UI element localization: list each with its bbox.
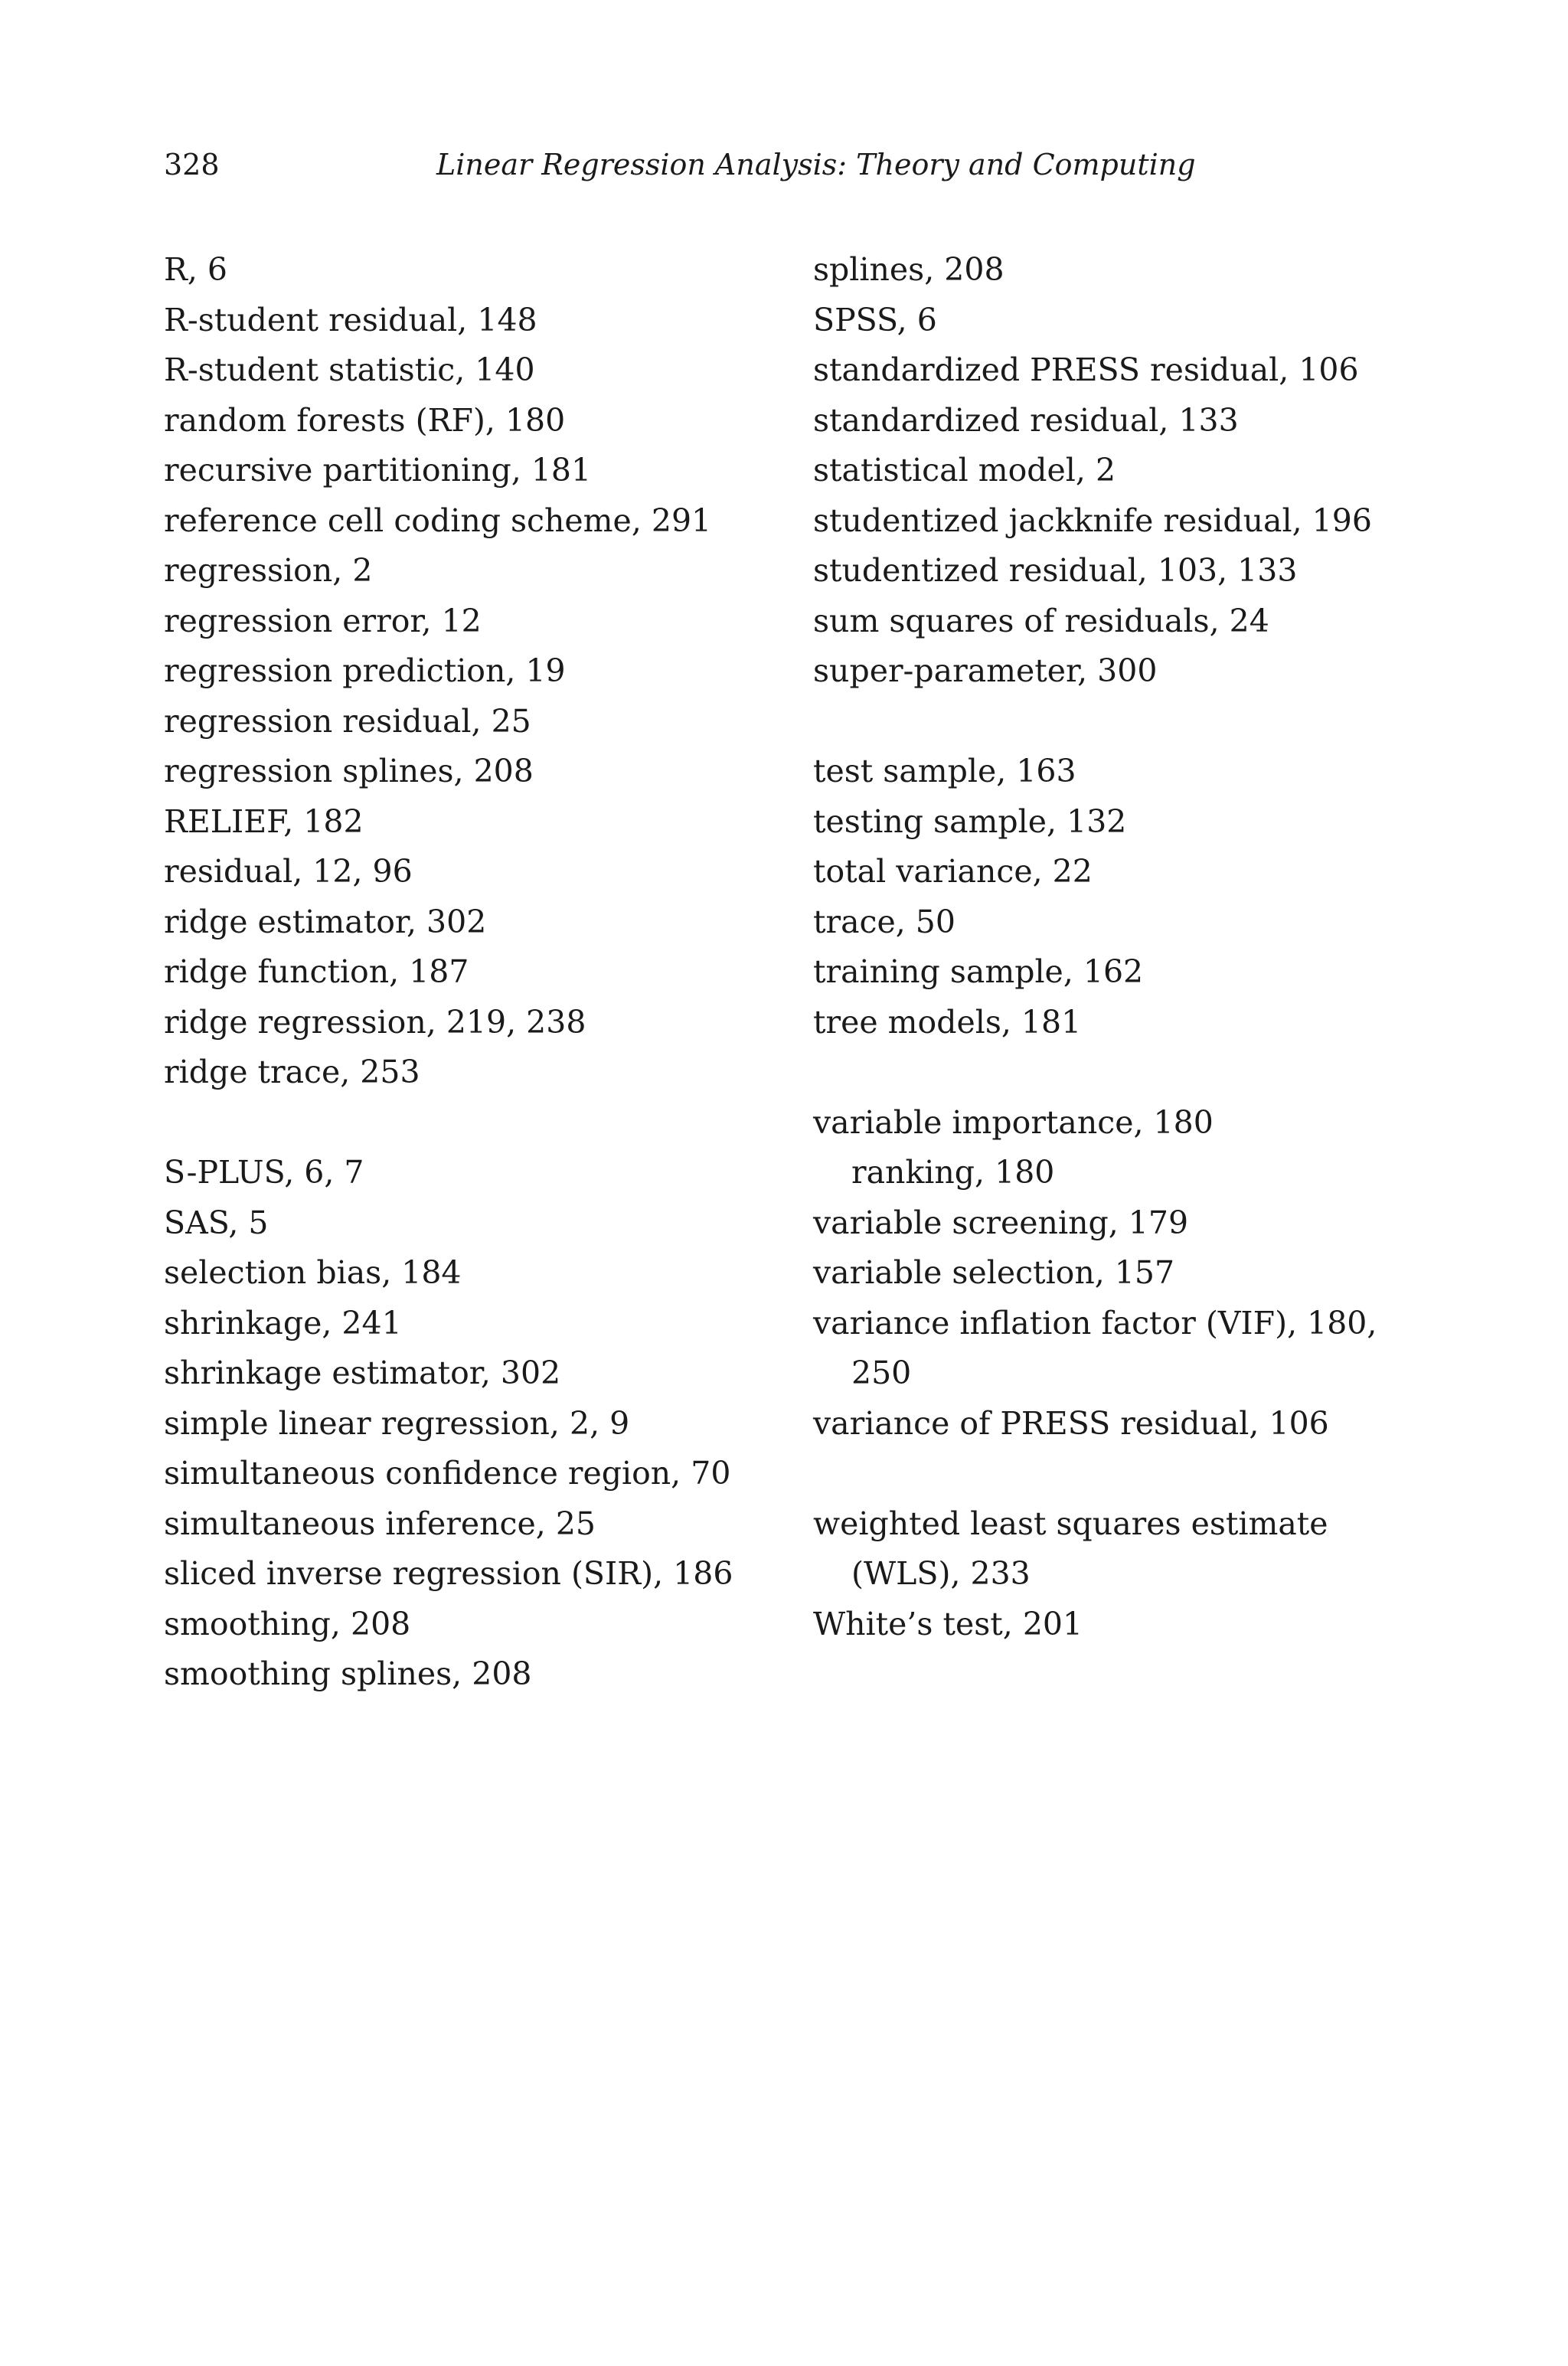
index-group-s	[164, 1148, 792, 1700]
index-entry: standardized residual, 133	[813, 401, 1239, 439]
index-entry: ridge regression, 219, 238	[164, 1003, 586, 1041]
index-entry: reference cell coding scheme, 291	[164, 502, 712, 539]
index-entry: total variance, 22	[813, 853, 1093, 890]
index-entry: studentized jackknife residual, 196	[813, 502, 1372, 539]
index-entry: shrinkage, 241	[164, 1304, 402, 1341]
index-entry: regression splines, 208	[164, 753, 534, 789]
index-entry: variable selection, 157	[813, 1254, 1175, 1291]
index-entry: super-parameter, 300	[813, 652, 1158, 689]
index-entry: smoothing, 208	[164, 1605, 411, 1642]
index-entry: variance inflation factor (VIF), 180,	[813, 1304, 1377, 1341]
index-entry: White’s test, 201	[813, 1605, 1083, 1642]
index-group-s-continued	[813, 245, 1410, 697]
index-entry: S-PLUS, 6, 7	[164, 1154, 364, 1191]
index-column-left	[164, 245, 792, 1750]
index-group-v	[813, 1098, 1410, 1449]
index-entry: R, 6	[164, 251, 228, 288]
index-entry: sum squares of residuals, 24	[813, 602, 1269, 639]
index-entry: variable screening, 179	[813, 1204, 1189, 1241]
index-entry: residual, 12, 96	[164, 853, 413, 890]
index-entry: shrinkage estimator, 302	[164, 1355, 561, 1391]
index-entry: training sample, 162	[813, 953, 1144, 990]
index-entry: regression error, 12	[164, 602, 482, 639]
index-entry: simultaneous inference, 25	[164, 1505, 596, 1542]
index-entry: variance of PRESS residual, 106	[813, 1404, 1329, 1442]
index-entry: R-student residual, 148	[164, 301, 537, 338]
index-entry: ridge trace, 253	[164, 1054, 420, 1090]
index-entry: regression, 2	[164, 552, 373, 589]
index-entry: standardized PRESS residual, 106	[813, 351, 1359, 388]
index-entry: studentized residual, 103, 133	[813, 552, 1298, 589]
index-entry: test sample, 163	[813, 753, 1076, 789]
index-entry: simple linear regression, 2, 9	[164, 1404, 630, 1442]
index-entry: tree models, 181	[813, 1003, 1082, 1041]
index-entry: testing sample, 132	[813, 802, 1127, 840]
index-column-right	[813, 245, 1410, 1700]
index-entry: R-student statistic, 140	[164, 351, 535, 388]
index-subentry: ranking, 180	[851, 1154, 1055, 1191]
index-entry-continuation: 250	[851, 1355, 912, 1391]
running-head	[164, 144, 1358, 185]
index-entry: variable importance, 180	[813, 1103, 1214, 1141]
running-title: Linear Regression Analysis: Theory and Computing	[436, 148, 1196, 181]
index-entry: sliced inverse regression (SIR), 186	[164, 1555, 733, 1592]
index-entry: ridge function, 187	[164, 953, 469, 990]
index-entry: weighted least squares estimate	[813, 1505, 1328, 1542]
index-entry: SAS, 5	[164, 1204, 269, 1241]
index-entry: smoothing splines, 208	[164, 1655, 532, 1692]
index-entry: simultaneous confidence region, 70	[164, 1455, 731, 1492]
index-entry-continuation: (WLS), 233	[851, 1555, 1031, 1592]
index-entry: regression residual, 25	[164, 702, 531, 740]
index-entry: statistical model, 2	[813, 452, 1116, 489]
index-entry: RELIEF, 182	[164, 802, 364, 840]
index-group-w	[813, 1499, 1410, 1650]
index-entry: ridge estimator, 302	[164, 903, 487, 940]
index-group-r	[164, 245, 792, 1098]
index-entry: recursive partitioning, 181	[164, 452, 592, 489]
index-entry: selection bias, 184	[164, 1254, 462, 1291]
index-group-t	[813, 747, 1410, 1047]
index-entry: random forests (RF), 180	[164, 401, 566, 439]
index-entry: splines, 208	[813, 251, 1004, 288]
index-entry: regression prediction, 19	[164, 652, 566, 689]
page-number: 328	[164, 148, 220, 181]
index-entry: SPSS, 6	[813, 301, 937, 338]
index-entry: trace, 50	[813, 903, 956, 940]
